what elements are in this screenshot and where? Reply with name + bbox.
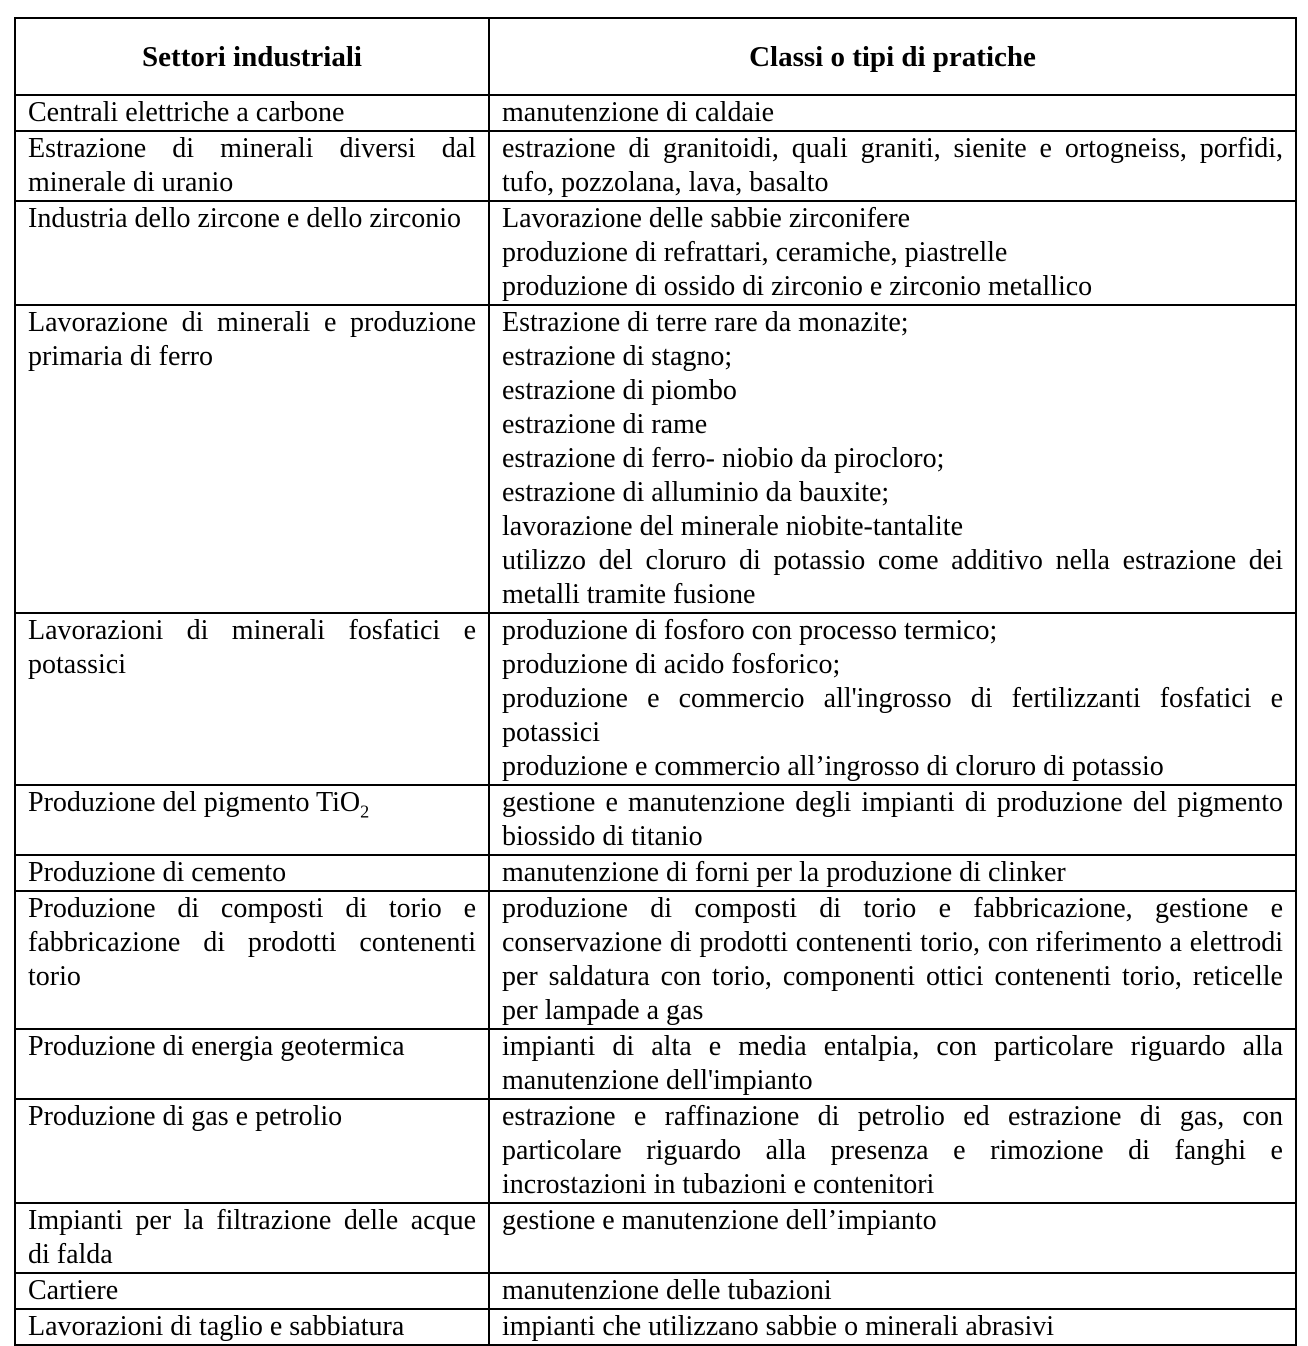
- practice-line: estrazione di piombo: [502, 375, 737, 406]
- sector-cell: Cartiere: [15, 1273, 489, 1309]
- practices-cell: [489, 891, 1296, 1029]
- practices-cell: [489, 1203, 1296, 1273]
- sector-cell: Produzione di gas e petrolio: [15, 1099, 489, 1203]
- table-row: [15, 1203, 1296, 1273]
- practice-line: produzione di acido fosforico;: [502, 649, 841, 680]
- practices-cell: [489, 785, 1296, 855]
- practices-cell: [489, 131, 1296, 201]
- sector-cell: Centrali elettriche a carbone: [15, 95, 489, 131]
- practice-line: produzione e commercio all’ingrosso di cloruro di potassio: [502, 751, 1164, 782]
- sector-cell: Industria dello zircone e dello zirconio: [15, 201, 489, 305]
- practice-line: gestione e manutenzione degli impianti di produzione del pigmento biossido di titanio: [502, 787, 1283, 852]
- table-row: [15, 855, 1296, 891]
- practice-line: estrazione di ferro- niobio da pirocloro;: [502, 443, 945, 474]
- sector-text: Produzione del pigmento TiO: [28, 787, 361, 818]
- practices-cell: [489, 201, 1296, 305]
- column-header-practices: Classi o tipi di pratiche: [489, 18, 1296, 95]
- sector-cell: Impianti per la filtrazione delle acque di falda: [15, 1203, 489, 1273]
- table-row: [15, 785, 1296, 855]
- practice-line: produzione di ossido di zirconio e zirconio metallico: [502, 271, 1093, 302]
- practices-cell: [489, 1029, 1296, 1099]
- sector-cell: Lavorazione di minerali e produzione primaria di ferro: [15, 305, 489, 613]
- practice-line: produzione e commercio all'ingrosso di fertilizzanti fosfatici e potassici: [502, 683, 1283, 748]
- table-row: [15, 131, 1296, 201]
- sector-cell: Lavorazioni di minerali fosfatici e potassici: [15, 613, 489, 785]
- practice-line: produzione di composti di torio e fabbricazione, gestione e conservazione di prodotti contenenti torio, con riferimento a elettrodi per saldatura con torio, componenti ottici contenenti torio, reticelle per lampade a gas: [502, 893, 1283, 1026]
- industrial-sectors-practices-table: [14, 17, 1297, 1346]
- table-row: [15, 95, 1296, 131]
- practice-line: manutenzione delle tubazioni: [502, 1275, 832, 1306]
- practices-cell: [489, 1273, 1296, 1309]
- practice-line: estrazione di alluminio da bauxite;: [502, 477, 890, 508]
- practice-line: estrazione di granitoidi, quali graniti, sienite e ortogneiss, porfidi, tufo, pozzolana, lava, basalto: [502, 133, 1283, 198]
- practice-line: manutenzione di caldaie: [502, 97, 775, 128]
- practices-cell: [489, 1099, 1296, 1203]
- table-row: [15, 891, 1296, 1029]
- table-row: [15, 1099, 1296, 1203]
- practice-line: estrazione di rame: [502, 409, 708, 440]
- practice-line: produzione di refrattari, ceramiche, piastrelle: [502, 237, 1008, 268]
- practice-line: Lavorazione delle sabbie zirconifere: [502, 203, 911, 234]
- sector-cell: Produzione di cemento: [15, 855, 489, 891]
- practice-line: Estrazione di terre rare da monazite;: [502, 307, 909, 338]
- practices-cell: [489, 855, 1296, 891]
- table-row: [15, 201, 1296, 305]
- table-row: [15, 305, 1296, 613]
- sector-cell: Lavorazioni di taglio e sabbiatura: [15, 1309, 489, 1345]
- column-header-sectors: Settori industriali: [15, 18, 489, 95]
- sector-cell: Produzione di composti di torio e fabbricazione di prodotti contenenti torio: [15, 891, 489, 1029]
- practice-line: estrazione e raffinazione di petrolio ed estrazione di gas, con particolare riguardo alla presenza e rimozione di fanghi e incrostazioni in tubazioni e contenitori: [502, 1101, 1283, 1200]
- practice-line: utilizzo del cloruro di potassio come additivo nella estrazione dei metalli tramite fusione: [502, 545, 1283, 610]
- sector-cell: Estrazione di minerali diversi dal minerale di uranio: [15, 131, 489, 201]
- practices-cell: [489, 305, 1296, 613]
- practice-line: produzione di fosforo con processo termico;: [502, 615, 998, 646]
- practices-cell: [489, 613, 1296, 785]
- practice-line: gestione e manutenzione dell’impianto: [502, 1205, 937, 1236]
- table-row: [15, 1273, 1296, 1309]
- practice-line: impianti che utilizzano sabbie o minerali abrasivi: [502, 1311, 1055, 1342]
- practice-line: impianti di alta e media entalpia, con particolare riguardo alla manutenzione dell'impianto: [502, 1031, 1283, 1096]
- sector-cell: [15, 785, 489, 855]
- table-row: [15, 1309, 1296, 1345]
- table-row: [15, 1029, 1296, 1099]
- practices-cell: [489, 1309, 1296, 1345]
- practice-line: lavorazione del minerale niobite-tantalite: [502, 511, 964, 542]
- table-row: [15, 613, 1296, 785]
- practice-line: manutenzione di forni per la produzione di clinker: [502, 857, 1066, 888]
- practices-cell: [489, 95, 1296, 131]
- practice-line: estrazione di stagno;: [502, 341, 733, 372]
- header-row: [15, 18, 1296, 95]
- sector-cell: Produzione di energia geotermica: [15, 1029, 489, 1099]
- subscript-2: 2: [360, 801, 370, 822]
